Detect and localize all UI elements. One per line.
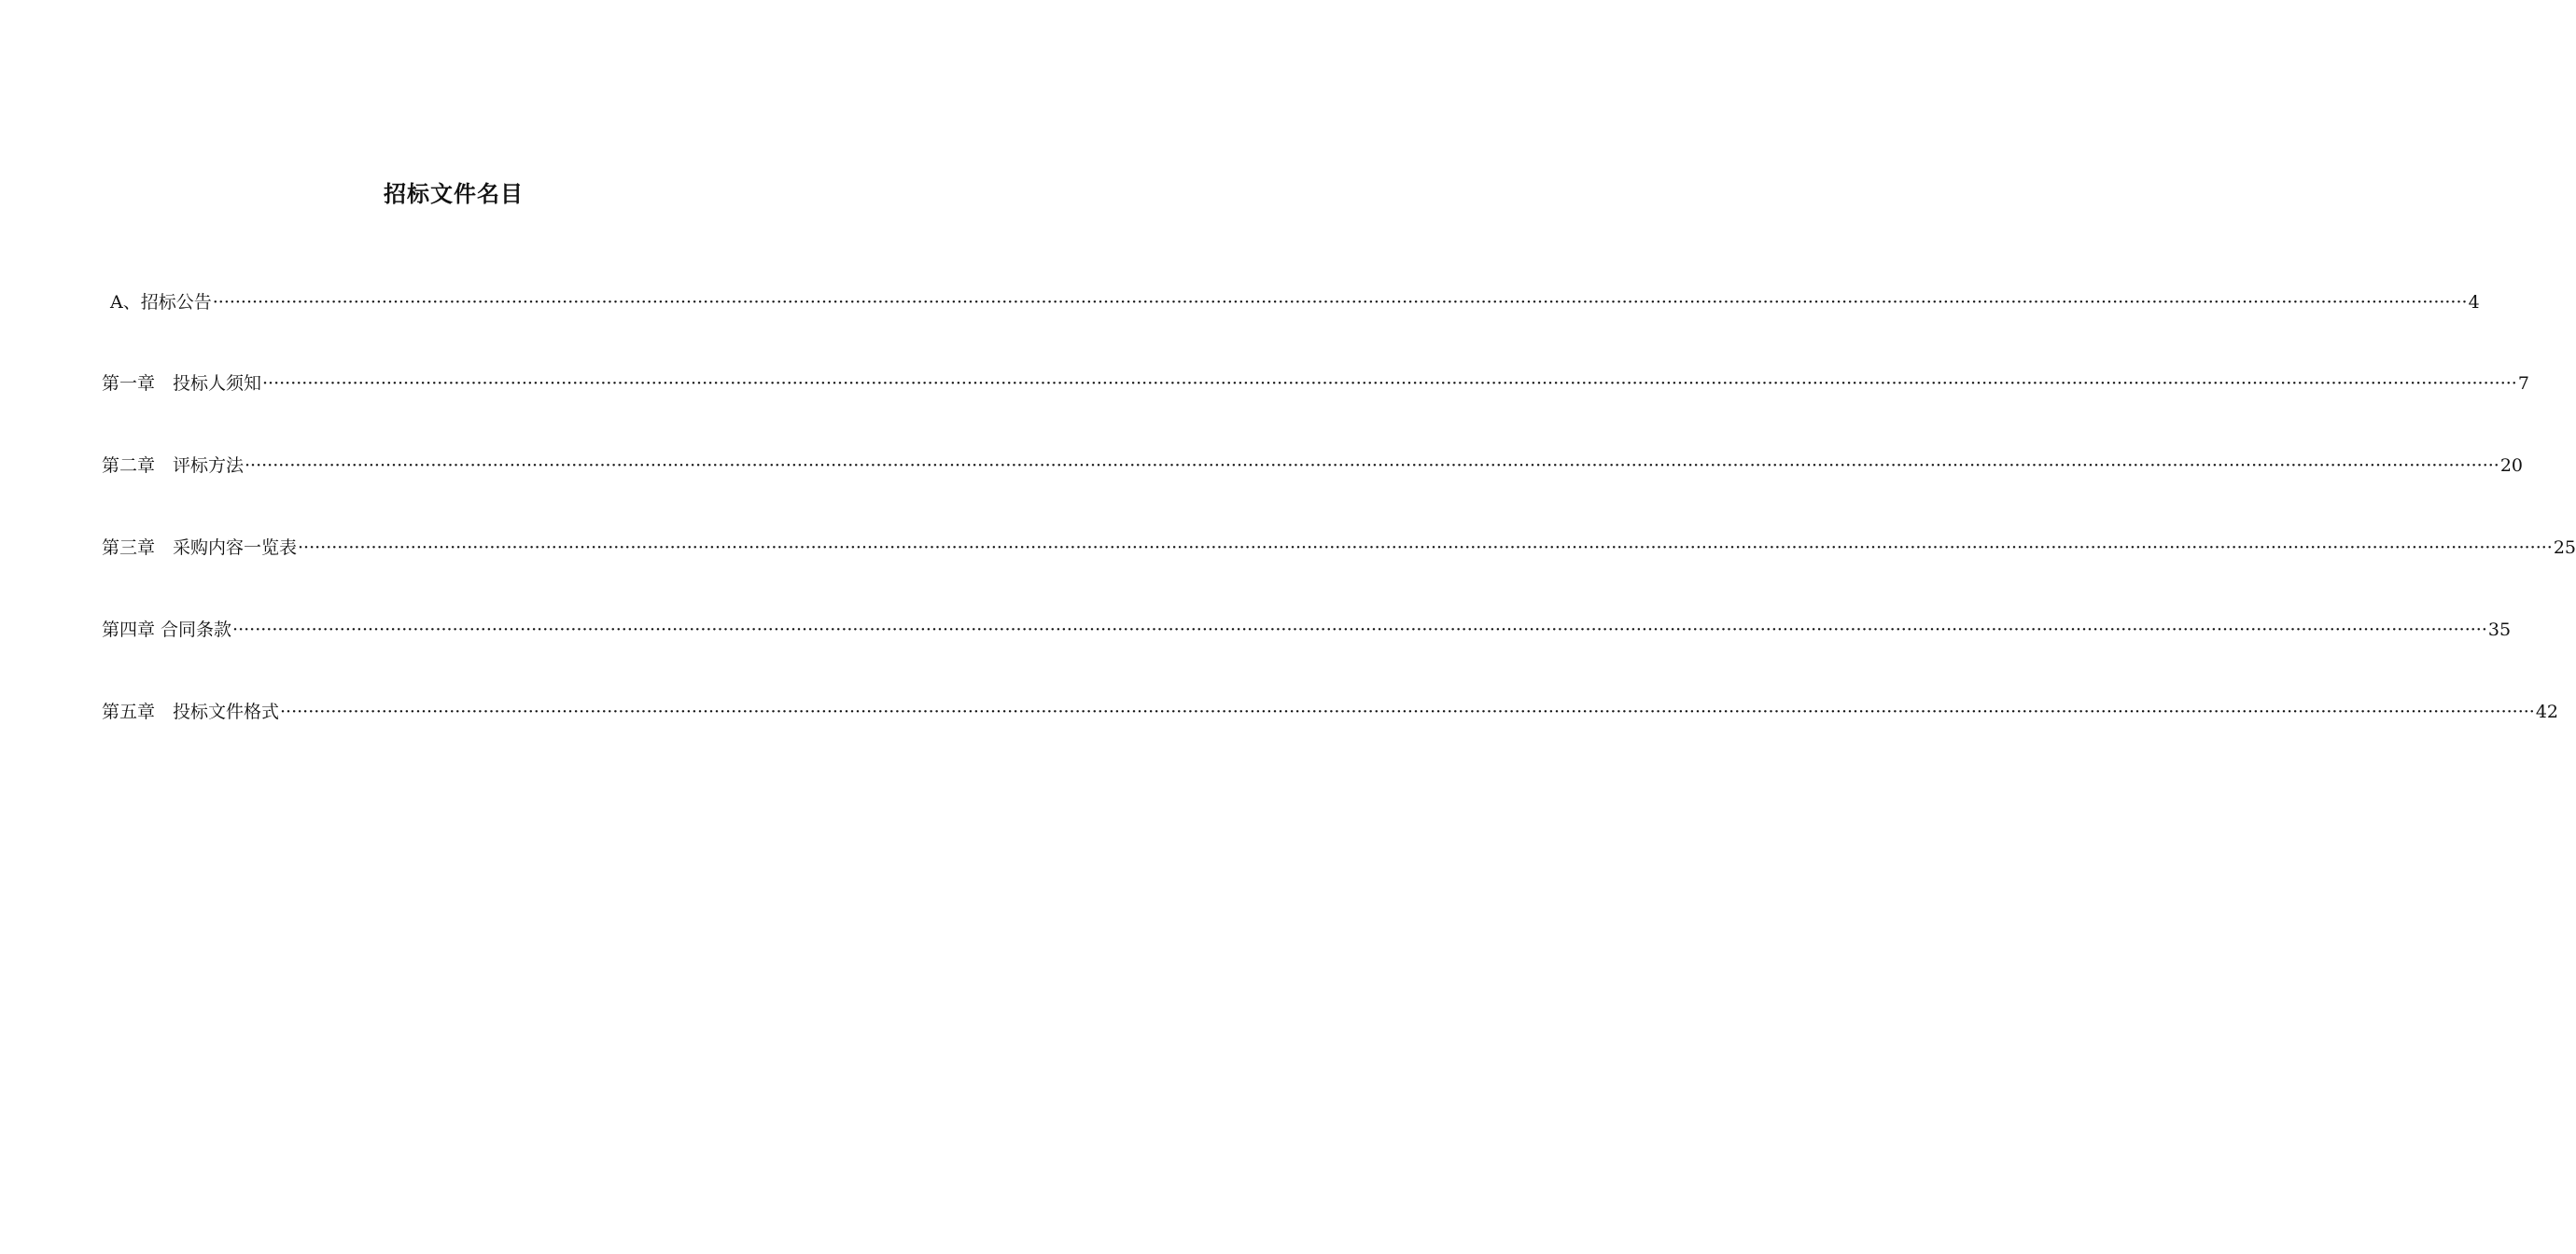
toc-entry[interactable] (102, 371, 2529, 396)
toc-entry-page: 42 (2535, 702, 2559, 722)
toc-entry-page: 35 (2487, 620, 2512, 640)
toc-entry-page: 25 (2553, 537, 2576, 558)
toc-entry-page: 20 (2499, 455, 2524, 476)
toc-entry-page: 7 (2517, 373, 2529, 394)
toc-entry-page: 4 (2468, 292, 2480, 313)
toc-leader-dots: ················································································································································································································································································································································································································ (212, 292, 2468, 313)
toc-entry[interactable] (102, 453, 2524, 478)
toc-leader-dots: ················································································································································································································································································································································································································ (232, 620, 2487, 640)
toc-entry[interactable] (110, 290, 2480, 314)
toc-entry[interactable] (102, 700, 2559, 724)
toc-leader-dots: ················································································································································································································································································································································································································ (245, 455, 2499, 476)
toc-entry-label: 第二章 评标方法 (102, 455, 245, 476)
toc-leader-dots: ················································································································································································································································································································································································································ (298, 537, 2553, 558)
toc-leader-dots: ················································································································································································································································································································································································································ (262, 373, 2517, 394)
toc-entry-label: 第一章 投标人须知 (102, 373, 262, 394)
toc-entry-label: A、招标公告 (110, 292, 212, 313)
toc-entry-label: 第三章 采购内容一览表 (102, 537, 298, 558)
toc-entry-label: 第四章 合同条款 (102, 620, 232, 640)
document-title: 招标文件名目 (384, 181, 524, 207)
toc-entry-label: 第五章 投标文件格式 (102, 702, 280, 722)
toc-leader-dots: ················································································································································································································································································································································································································ (280, 702, 2535, 722)
toc-entry[interactable] (102, 618, 2512, 642)
toc-entry[interactable] (102, 536, 2576, 560)
